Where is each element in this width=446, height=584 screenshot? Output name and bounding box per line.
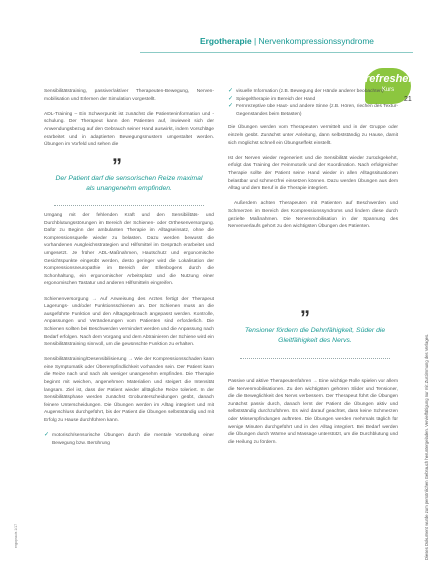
page-number: 21 [404, 96, 412, 103]
check-item [44, 432, 214, 447]
right-para2: Ist der Nerven wieder regeneriert und die Sensibilität wieder zurückgekehrt, erfolgt das Training der Feinmotorik und der Koordination. Nach erfolgreicher Therapie sollte der Patient seine Hand wieder in allen Alltagssituationen belastbar und schmerzfrei einsetzen können. Dazu werden Übungen aus dem Alltag und dem Beruf in die Therapie integriert. [228, 155, 398, 192]
header-rule [140, 52, 413, 53]
left-intro: Sensibilitätstraining, passiver/aktiver Therapeuten-Bewegung, Nerven-mobilisation und Erlernen der Simulation vorgestellt. [44, 89, 214, 102]
badge-title: refresher [365, 73, 413, 85]
divider [240, 358, 390, 359]
check-icon: ✓ [228, 95, 234, 102]
pull-quote-right: Tensioner fördern die Dehnfähigkeit, Süder die Gleitfähigkeit des Nervs. [244, 327, 386, 344]
right-column-body [228, 378, 398, 446]
check-icon: ✓ [228, 88, 234, 94]
left-column-body [44, 212, 214, 447]
copyright-notice: Dieses Dokument wurde zum persönlichen Gebrauch heruntergeladen. Vervielfältigung nur mit Zustimmung des Verlages. [424, 333, 429, 560]
left-column-top [44, 88, 214, 149]
header-topic: Nervenkompressionssyndrome [258, 36, 374, 46]
quote-mark-icon: „ [112, 144, 122, 166]
right-para4: Passive und aktive Therapeutenfahren → Eine wichtige Rolle spielen vor allem die Nervenmobilisationen. Zu den wichtigsten gehören Slider und Tensioner, die die Beweglichkeit des Nervs verbessern. Der Therapeut führt die Übungen zunächst passiv durch, danach lernt der Patient die Übungen aktiv und selbstständig durchzuführen. Es wird darauf geachtet, dass keine Schmerzen oder Missempfindungen auftreten. Die Übungen werden mehrmals täglich für wenige Minuten durchgeführt und in den Alltag integriert. Bei Bedarf werden die Übungen durch Wärme und Massage unterstützt, um die Durchblutung und die Heilung zu fördern. [228, 379, 398, 445]
left-para1: Umgang mit der fehlenden Kraft und den Sensibilitäts- und Durchblutungsstörungen im Bereich der Schienen- oder Orthesenversorgung. Dafür zu Beginn der ambulanten Therapie im Alltagseinsatz, ohne die Kompressionsquelle wieder zu belasten. Dazu werden bewusst die vorhandenen Ausgleichsstrategien und Hilfsmittel im Gespräch erarbeitet und umgesetzt. Je früher ADL-Maßnahmen, Hautschutz und ergonomische Gesichtspunkte eingeübt werden, desto geringer wird die Lokalisation der Kompressionsneuropathie im Bereich der Ellenbogens durch die Schonhaltung, ein ergonomischer Arbeitsplatz und die Nutzung einer ergonomischen Tastatur und anderen Hilfsmitteln eingreifen. [44, 213, 214, 287]
check-text: Fernrezeptive übe Haut- und andere Sinne (z.B. Hören, riechen des Textur-Gegenstandes beim Betasten) [236, 104, 398, 117]
check-text: Spiegeltherapie im Bereich der Hand [236, 96, 316, 102]
quote-mark-icon: „ [300, 296, 310, 318]
check-item [228, 88, 398, 96]
footer-issue: ergopraxis 1/17 [14, 523, 18, 548]
pull-quote-left: Der Patient darf die sensorischen Reize maximal als unangenehm empfinden. [55, 175, 203, 192]
right-para3: Außerdem achten Therapeuten mit Patienten auf Beschwerden und Schmerzen im Bereich des Kompressionssyndroms und lindern diese durch gezielte Maßnahmen. Die Nervenmobilisation in der Spannung des Nervenverlaufs gehört zu den wichtigsten Übungen des Patienten. [228, 201, 398, 230]
check-item [228, 96, 398, 104]
right-para1: Die Übungen werden vom Therapeuten vermittelt und in der Gruppe oder einzeln geübt. Zunächst unter Anleitung, dann selbstständig zu Hause, damit sich möglichst schnell ein Übungseffekt einstellt. [228, 125, 398, 146]
right-column-top [228, 88, 398, 231]
left-schienen: Schienenversorgung → Auf Anweisung des Arztes fertigt der Therapeut Lagerungs- und/oder Funktionsschienen an. Der Schienen muss an die ausgeführte Funktion und den Alltagsgebrauch angepasst werden. Kontrolle, Anpassungen und Veränderungen vom Patienten sind erforderlich. Die Schienen sollten bei Beschwerden vermindert werden und die Anpassung nach Bedarf erfolgen. Nach dem Vorgang und dem Abtrainieren der Schiene wird ein Sensibilitätstraining sinnvoll, um die gewünschte Funktion zu erhalten. [44, 296, 214, 348]
check-text: motorisch/sensorische Übungen durch die mentale Vorstellung einer Bewegung bzw. Berührung [52, 433, 214, 446]
header-separator: | [251, 36, 259, 46]
running-header [200, 36, 410, 48]
header-section: Ergotherapie [200, 36, 252, 46]
check-icon: ✓ [228, 103, 234, 110]
badge-subtitle: Kurs [381, 87, 395, 93]
left-sens: Sensibilitätstraining/Desensibilisierung → Wie der Kompressionsschaden kann eine Symptomatik oder Überempfindlichkeit vorhanden sein. Der Patient kann die Reize nach und nach als weniger unangenehm empfinden. Die Therapie beginnt mit weichen, angenehmen Materialien und steigert die Intensität langsam. Ziel ist, dass der Patient wieder alltägliche Reize toleriert. In der Sensibilitätsphase werden zunächst Grobunterscheidungen geübt, danach feinere Unterscheidungen. Die Übungen werden im Alltag integriert und mit Augenschluss durchgeführt, bis der Patient die Übungen selbstständig und mit Erfolg zu Hause durchführen kann. [44, 357, 214, 424]
check-icon: ✓ [44, 432, 50, 439]
divider [54, 205, 204, 206]
check-item [228, 103, 398, 118]
left-adl: ADL-Training – Ein Schwerpunkt ist zunächst die Patienteninformation und -schulung. Der Therapeut kann den Patienten auf, inwieweit sich der Anwendungsbezug auf den Gebrauch seiner Hand auswirkt, indem Vorschläge erarbeitet und in adaptierten Bewegungsmustern umgestaltet werden. Übungen im Vorfeld und sehen die [44, 111, 214, 148]
check-text: visuelle Information (z.B. Bewegung der Hände anderer beobachten) [236, 89, 384, 94]
